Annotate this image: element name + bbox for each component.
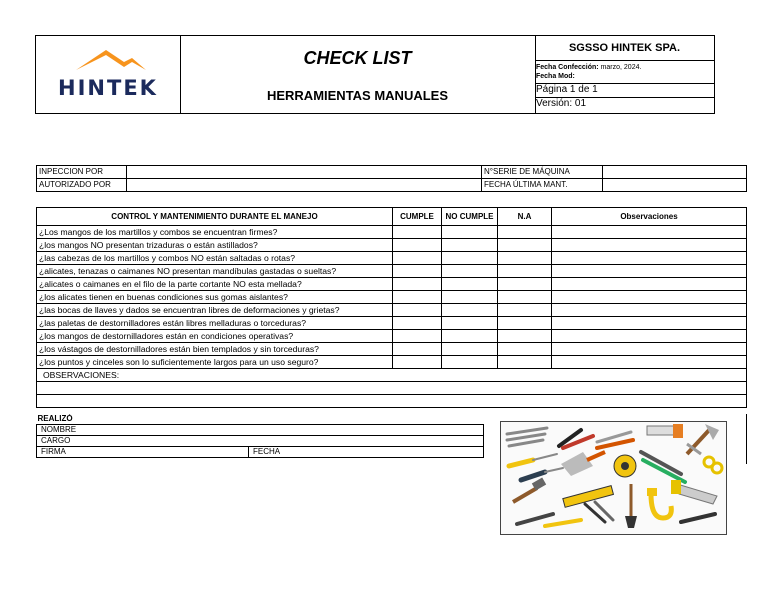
fecha-mant-label: FECHA ÚLTIMA MANT. [482, 179, 603, 192]
observaciones-cell[interactable] [552, 317, 747, 330]
col-na: N.A [498, 208, 552, 226]
observaciones-cell[interactable] [552, 265, 747, 278]
observaciones-cell[interactable] [552, 343, 747, 356]
cumple-cell[interactable] [393, 317, 442, 330]
document-header [35, 35, 715, 114]
saw-icon [647, 424, 683, 438]
check-item: ¿los puntos y cinceles son lo suficientemente largos para un uso seguro? [37, 356, 393, 369]
observaciones-row [37, 369, 747, 382]
cumple-cell[interactable] [393, 330, 442, 343]
spatula-icon [561, 452, 605, 476]
pliers-icon [559, 430, 633, 448]
table-row [37, 317, 747, 330]
na-cell[interactable] [498, 239, 552, 252]
meta-cell [535, 36, 714, 113]
na-cell[interactable] [498, 252, 552, 265]
observaciones-blank-row [37, 382, 747, 395]
cumple-cell[interactable] [393, 252, 442, 265]
check-item: ¿las paletas de destornilladores están libres melladuras o torceduras? [37, 317, 393, 330]
no-cumple-cell[interactable] [442, 317, 498, 330]
table-row [37, 239, 747, 252]
table-row [37, 330, 747, 343]
table-row [37, 265, 747, 278]
document-title: CHECK LIST [303, 48, 412, 68]
observaciones-cell[interactable] [552, 226, 747, 239]
observaciones-cell[interactable] [552, 356, 747, 369]
na-cell[interactable] [498, 278, 552, 291]
realizo-title: REALIZÓ [37, 414, 484, 425]
no-cumple-cell[interactable] [442, 330, 498, 343]
cumple-cell[interactable] [393, 343, 442, 356]
na-cell[interactable] [498, 291, 552, 304]
checklist-table [36, 207, 747, 408]
hammer-icon [513, 478, 546, 502]
na-cell[interactable] [498, 304, 552, 317]
tape-measure-icon [614, 455, 636, 477]
serie-label: N°SERIE DE MÁQUINA [482, 166, 603, 179]
observaciones-cell[interactable] [552, 304, 747, 317]
autorizado-field[interactable] [127, 179, 482, 192]
no-cumple-cell[interactable] [442, 226, 498, 239]
table-row [37, 343, 747, 356]
title-cell [180, 36, 536, 113]
cumple-cell[interactable] [393, 356, 442, 369]
observaciones-field[interactable] [37, 382, 747, 395]
handsaw-icon [671, 480, 717, 504]
observaciones-cell[interactable] [552, 330, 747, 343]
observaciones-cell[interactable] [552, 252, 747, 265]
observaciones-cell[interactable] [552, 239, 747, 252]
table-row [37, 356, 747, 369]
observaciones-cell[interactable] [552, 291, 747, 304]
adjustable-wrench-icon [517, 514, 715, 526]
inspeccion-label: INPECCION POR [37, 166, 127, 179]
cumple-cell[interactable] [393, 304, 442, 317]
fecha-mod-label: Fecha Mod: [536, 73, 575, 80]
no-cumple-cell[interactable] [442, 252, 498, 265]
col-cumple: CUMPLE [393, 208, 442, 226]
check-item: ¿las bocas de llaves y dados se encuentran libres de deformaciones y grietas? [37, 304, 393, 317]
axe-icon [687, 424, 719, 454]
col-control: CONTROL Y MANTENIMIENTO DURANTE EL MANEJO [37, 208, 393, 226]
check-item: ¿los alicates tienen en buenas condiciones sus gomas aislantes? [37, 291, 393, 304]
col-observaciones: Observaciones [552, 208, 747, 226]
page-number: Página 1 de 1 [535, 83, 714, 98]
fecha-mant-field[interactable] [603, 179, 747, 192]
na-cell[interactable] [498, 343, 552, 356]
logo [36, 36, 181, 113]
table-row [37, 291, 747, 304]
cumple-cell[interactable] [393, 239, 442, 252]
tools-image [500, 421, 727, 535]
no-cumple-cell[interactable] [442, 239, 498, 252]
autorizado-label: AUTORIZADO POR [37, 179, 127, 192]
no-cumple-cell[interactable] [442, 265, 498, 278]
firma-field[interactable]: FIRMA [37, 447, 249, 458]
check-item: ¿alicates, tenazas o caimanes NO presentan mandíbulas gastadas o sueltas? [37, 265, 393, 278]
checklist-header-row [37, 208, 747, 226]
no-cumple-cell[interactable] [442, 304, 498, 317]
inspection-table [36, 165, 747, 192]
cumple-cell[interactable] [393, 291, 442, 304]
document-subtitle: HERRAMIENTAS MANUALES [266, 88, 449, 103]
right-border-line [746, 414, 747, 464]
observaciones-label: OBSERVACIONES: [37, 369, 747, 382]
check-item: ¿los mangos NO presentan trizaduras o están astillados? [37, 239, 393, 252]
cumple-cell[interactable] [393, 265, 442, 278]
inspeccion-field[interactable] [127, 166, 482, 179]
na-cell[interactable] [498, 265, 552, 278]
no-cumple-cell[interactable] [442, 291, 498, 304]
no-cumple-cell[interactable] [442, 343, 498, 356]
scissors-icon [687, 444, 722, 473]
fecha-field[interactable]: FECHA [249, 447, 484, 458]
no-cumple-cell[interactable] [442, 278, 498, 291]
hook-icon [647, 488, 671, 518]
nombre-field[interactable]: NOMBRE [37, 425, 484, 436]
realizo-table [36, 414, 484, 458]
fecha-confeccion-value: marzo, 2024. [600, 64, 642, 71]
level-icon [563, 486, 614, 508]
table-row [37, 226, 747, 239]
check-item: ¿los mangos de destornilladores están en condiciones operativas? [37, 330, 393, 343]
chisel-icon [585, 502, 613, 522]
col-no-cumple: NO CUMPLE [442, 208, 498, 226]
cumple-cell[interactable] [393, 278, 442, 291]
wrench-icon [507, 428, 547, 446]
cumple-cell[interactable] [393, 226, 442, 239]
observaciones-cell[interactable] [552, 278, 747, 291]
logo-text: HINTEK [58, 76, 158, 100]
observaciones-blank-row [37, 395, 747, 408]
serie-field[interactable] [603, 166, 747, 179]
na-cell[interactable] [498, 330, 552, 343]
shovel-icon [625, 484, 637, 528]
cargo-field[interactable]: CARGO [37, 436, 484, 447]
company-name: SGSSO HINTEK SPA. [535, 36, 714, 61]
cutters-icon [641, 452, 685, 482]
check-item: ¿Los mangos de los martillos y combos se encuentran firmes? [37, 226, 393, 239]
fecha-confeccion-label: Fecha Confección: [536, 64, 599, 71]
na-cell[interactable] [498, 226, 552, 239]
check-item: ¿alicates o caimanes en el filo de la parte cortante NO esta mellada? [37, 278, 393, 291]
table-row [37, 252, 747, 265]
screwdriver-icon [509, 454, 563, 480]
check-item: ¿las cabezas de los martillos y combos NO están saltadas o rotas? [37, 252, 393, 265]
table-row [37, 278, 747, 291]
check-item: ¿los vástagos de destornilladores están bien templados y sin torceduras? [37, 343, 393, 356]
na-cell[interactable] [498, 317, 552, 330]
version: Versión: 01 [536, 98, 587, 109]
observaciones-field[interactable] [37, 395, 747, 408]
na-cell[interactable] [498, 356, 552, 369]
table-row [37, 304, 747, 317]
no-cumple-cell[interactable] [442, 356, 498, 369]
dates-block [535, 60, 714, 84]
